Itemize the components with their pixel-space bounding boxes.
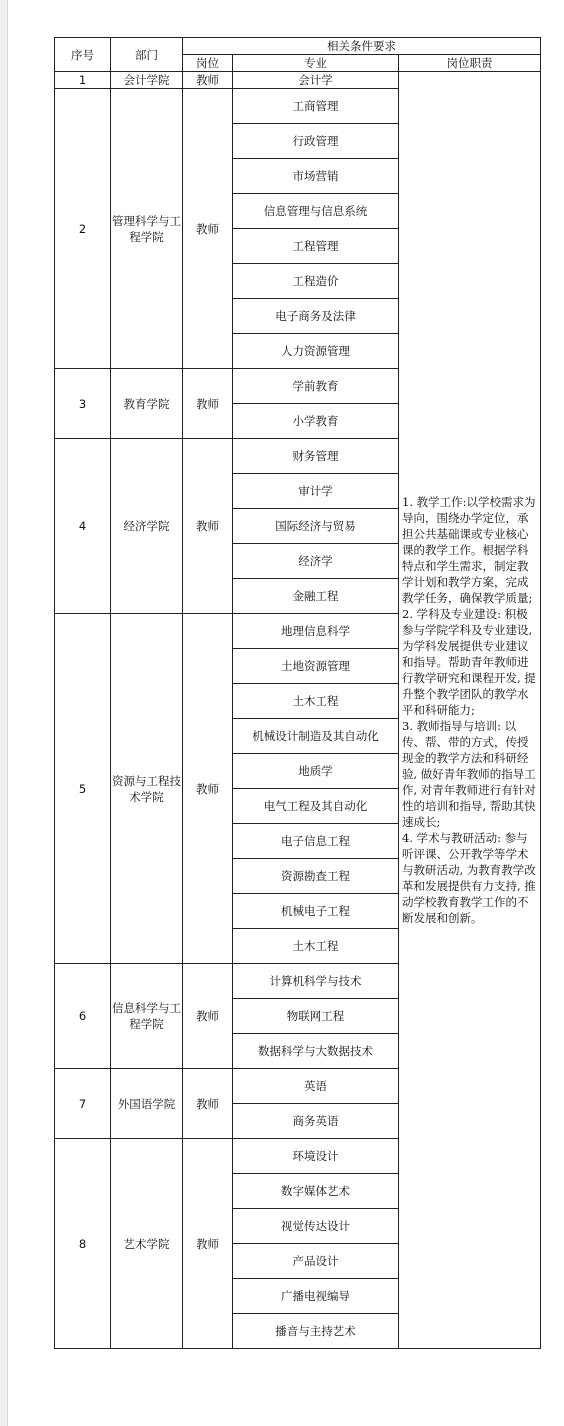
header-conditions: 相关条件要求 [183,38,541,55]
post-cell: 教师 [183,1069,233,1139]
major-cell: 土木工程 [233,684,399,719]
major-cell: 机械设计制造及其自动化 [233,719,399,754]
major-cell: 市场营销 [233,159,399,194]
dept-cell: 会计学院 [111,72,183,89]
dept-cell: 教育学院 [111,369,183,439]
major-cell: 机械电子工程 [233,894,399,929]
major-cell: 数字媒体艺术 [233,1174,399,1209]
seq-cell: 6 [55,964,111,1069]
dept-cell: 艺术学院 [111,1139,183,1349]
dept-cell: 资源与工程技术学院 [111,614,183,964]
seq-cell: 7 [55,1069,111,1139]
major-cell: 土木工程 [233,929,399,964]
major-cell: 信息管理与信息系统 [233,194,399,229]
duty-paragraph: 3. 教师指导与培训: 以传、帮、带的方式，传授现金的教学方法和科研经验, 做好青年教师的指导工作, 对青年教师进行有针对性的培训和指导, 帮助其快速成长; [402,719,536,829]
major-cell: 地理信息科学 [233,614,399,649]
dept-cell: 外国语学院 [111,1069,183,1139]
major-cell: 国际经济与贸易 [233,509,399,544]
post-cell: 教师 [183,369,233,439]
major-cell: 审计学 [233,474,399,509]
seq-cell: 4 [55,439,111,614]
dept-cell: 经济学院 [111,439,183,614]
major-cell: 工程管理 [233,229,399,264]
post-cell: 教师 [183,1139,233,1349]
left-margin-bar [0,0,8,1426]
seq-cell: 5 [55,614,111,964]
major-cell: 工商管理 [233,89,399,124]
major-cell: 地质学 [233,754,399,789]
post-cell: 教师 [183,439,233,614]
major-cell: 金融工程 [233,579,399,614]
major-cell: 产品设计 [233,1244,399,1279]
dept-cell: 信息科学与工程学院 [111,964,183,1069]
duty-paragraph: 2. 学科及专业建设: 积极参与学院学科及专业建设, 为学科发展提供专业建议和指导。帮助青年教师进行教学研究和课程开发, 提升整个教学团队的教学水平和科研能力; [402,607,536,717]
major-cell: 土地资源管理 [233,649,399,684]
header-duty: 岗位职责 [399,55,541,72]
duty-paragraph: 4. 学术与教研活动: 参与听评课、公开教学等学术与教研活动, 为教育教学改革和发展提供有力支持, 推动学校教育教学工作的不断发展和创新。 [402,831,536,925]
post-cell: 教师 [183,89,233,369]
duty-cell [399,72,541,1349]
seq-cell: 3 [55,369,111,439]
major-cell: 电子商务及法律 [233,299,399,334]
major-cell: 学前教育 [233,369,399,404]
seq-cell: 2 [55,89,111,369]
major-cell: 工程造价 [233,264,399,299]
major-cell: 广播电视编导 [233,1279,399,1314]
header-post: 岗位 [183,55,233,72]
major-cell: 资源勘查工程 [233,859,399,894]
major-cell: 人力资源管理 [233,334,399,369]
major-cell: 商务英语 [233,1104,399,1139]
major-cell: 数据科学与大数据技术 [233,1034,399,1069]
major-cell: 财务管理 [233,439,399,474]
major-cell: 会计学 [233,72,399,89]
post-cell: 教师 [183,614,233,964]
seq-cell: 8 [55,1139,111,1349]
major-cell: 经济学 [233,544,399,579]
major-cell: 视觉传达设计 [233,1209,399,1244]
major-cell: 电子信息工程 [233,824,399,859]
header-major: 专业 [233,55,399,72]
major-cell: 播音与主持艺术 [233,1314,399,1349]
major-cell: 环境设计 [233,1139,399,1174]
header-dept: 部门 [111,38,183,72]
major-cell: 英语 [233,1069,399,1104]
duty-paragraph: 1. 教学工作:以学校需求为导向，围绕办学定位，承担公共基础课或专业核心课的教学工作。根据学科特点和学生需求，制定教学计划和教学方案，完成教学任务，确保教学质量; [402,495,536,605]
major-cell: 物联网工程 [233,999,399,1034]
dept-cell: 管理科学与工程学院 [111,89,183,369]
header-seq: 序号 [55,38,111,72]
major-cell: 电气工程及其自动化 [233,789,399,824]
post-cell: 教师 [183,964,233,1069]
recruitment-table [54,37,541,1349]
table-row [55,72,541,89]
major-cell: 小学教育 [233,404,399,439]
major-cell: 行政管理 [233,124,399,159]
post-cell: 教师 [183,72,233,89]
seq-cell: 1 [55,72,111,89]
major-cell: 计算机科学与技术 [233,964,399,999]
